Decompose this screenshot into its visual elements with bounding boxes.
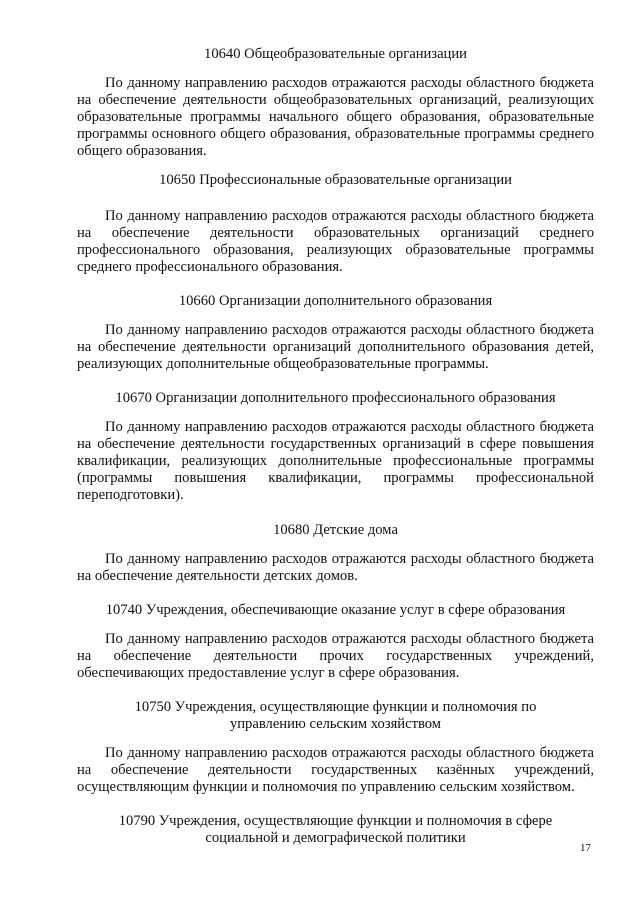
page-content	[77, 46, 594, 847]
section-heading-10790-line-2: социальной и демографической политики	[205, 830, 466, 846]
section-text-10660: По данному направлению расходов отражаются расходы областного бюджета на обеспечение деятельности организаций дополнительного образования детей, реализующих дополнительные общеобразовательные программы.	[77, 322, 594, 372]
section-heading-10790	[77, 813, 594, 847]
section-text-10640: По данному направлению расходов отражаются расходы областного бюджета на обеспечение деятельности общеобразовательных организаций, реализующих образовательные программы начального общего образования, образовательные программы основного общего образования, образовательные программы среднего общего образования.	[77, 75, 594, 159]
section-text-10680: По данному направлению расходов отражаются расходы областного бюджета на обеспечение деятельности детских домов.	[77, 551, 594, 584]
section-text-10750: По данному направлению расходов отражаются расходы областного бюджета на обеспечение деятельности государственных казённых учреждений, осуществляющим функции и полномочия по управлению сельским хозяйством.	[77, 745, 594, 795]
section-heading-10650: 10650 Профессиональные образовательные организации	[159, 172, 512, 188]
section-heading-10680: 10680 Детские дома	[273, 522, 398, 538]
section-heading-10740: 10740 Учреждения, обеспечивающие оказание услуг в сфере образования	[105, 602, 566, 618]
section-heading-10750-line-2: управлению сельским хозяйством	[229, 716, 442, 732]
section-heading-10640: 10640 Общеобразовательные организации	[204, 46, 467, 62]
section-heading-10790-line-1: 10790 Учреждения, осуществляющие функции и полномочия в сфере	[118, 813, 553, 829]
section-heading-10670: 10670 Организации дополнительного профессионального образования	[115, 390, 556, 406]
section-heading-10750-line-1: 10750 Учреждения, осуществляющие функции и полномочия по	[134, 699, 537, 715]
section-text-10740: По данному направлению расходов отражаются расходы областного бюджета на обеспечение деятельности прочих государственных учреждений, обеспечивающих предоставление услуг в сфере образования.	[77, 631, 594, 681]
section-heading-10660: 10660 Организации дополнительного образования	[178, 293, 493, 309]
section-heading-10750	[77, 699, 594, 733]
section-text-10670: По данному направлению расходов отражаются расходы областного бюджета на обеспечение деятельности государственных организаций в сфере повышения квалификации, реализующих дополнительные профессиональные программы (программы повышения квалификации, программы профессиональной переподготовки).	[77, 419, 594, 503]
section-text-10650: По данному направлению расходов отражаются расходы областного бюджета на обеспечение деятельности образовательных организаций среднего профессионального образования, реализующих образовательные программы среднего профессионального образования.	[77, 208, 594, 275]
page-number: 17	[580, 842, 591, 854]
